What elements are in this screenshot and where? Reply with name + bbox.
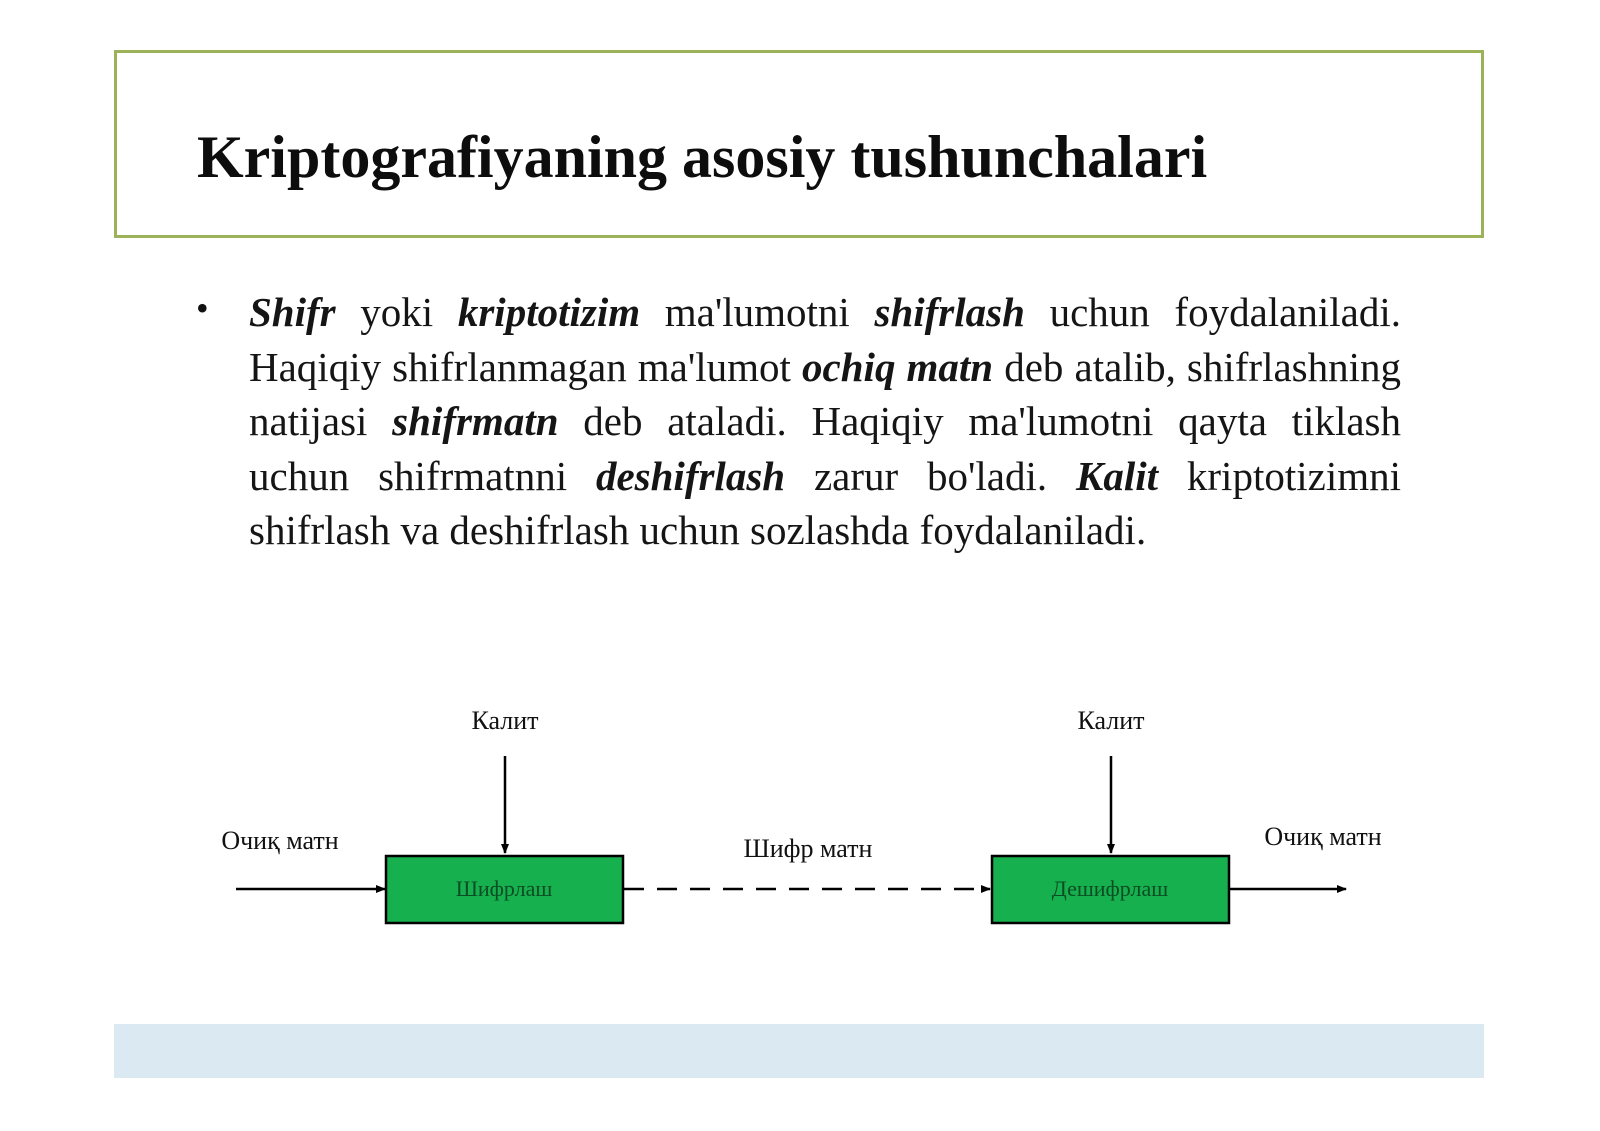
text-run: deb ataladi. Haqiqiy ma'lumotni qayta tiklash uchun shifrmatnni: [249, 398, 1401, 499]
text-run: uchun foydalaniladi. Haqiqiy shifrlanmagan ma'lumot: [249, 289, 1401, 390]
text-run: deb atalib, shifrlashning natijasi: [249, 343, 1401, 444]
plaintext-input-label: Очиқ матн: [221, 826, 339, 855]
bullet-marker: •: [196, 288, 209, 328]
text-run: ma'lumotni: [640, 289, 875, 335]
footer-band: [114, 1024, 1484, 1078]
text-run: zarur bo'ladi.: [785, 452, 1076, 499]
decrypt-box-label: Дешифрлаш: [1051, 876, 1169, 901]
plaintext-output-label: Очиқ матн: [1264, 822, 1382, 851]
ciphertext-label: Шифр матн: [743, 834, 873, 863]
text-run: yoki: [335, 289, 458, 335]
key-term: deshifrlash: [595, 452, 786, 499]
key-label-decrypt: Калит: [1077, 706, 1145, 735]
key-term: Kalit: [1076, 452, 1159, 499]
text-run: kriptotizimni shifrlash va deshifrlash uchun sozlashda foydalaniladi.: [249, 452, 1401, 553]
slide-title: Kriptografiyaning asosiy tushunchalari: [197, 124, 1208, 190]
key-term: shifrlash: [874, 289, 1025, 335]
key-term: ochiq matn: [802, 343, 994, 390]
key-term: shifrmatn: [392, 398, 559, 444]
key-term: kriptotizim: [457, 289, 641, 335]
key-term: Shifr: [249, 289, 336, 335]
key-label-encrypt: Калит: [471, 706, 539, 735]
encrypt-box-label: Шифрлаш: [455, 876, 553, 901]
